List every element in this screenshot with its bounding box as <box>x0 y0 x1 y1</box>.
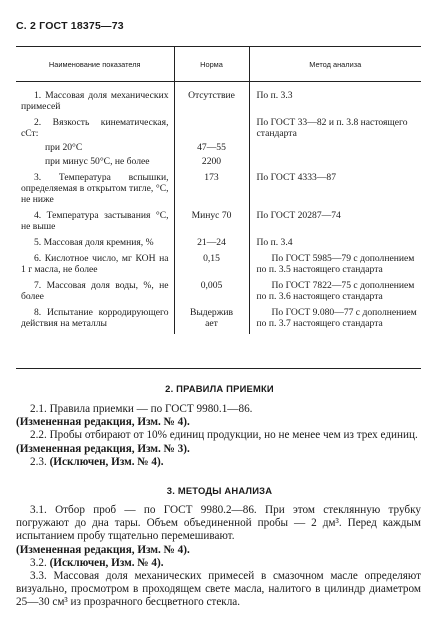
norm-cell: 21—24 <box>174 237 249 253</box>
table-row <box>16 253 421 280</box>
method-cell: По ГОСТ 33—82 и п. 3.8 настоящего стандарта <box>249 117 421 142</box>
table-row <box>16 237 421 253</box>
indicator-cell: при 20°С <box>45 142 83 153</box>
edition-note: (Измененная редакция, Изм. № 3). <box>16 442 190 455</box>
clause-2-1: 2.1. Правила приемки — по ГОСТ 9980.1—86. <box>30 403 253 415</box>
indicator-cell: при минус 50°С, не более <box>45 156 150 167</box>
clause-3-3: 3.3. Массовая доля механических примесей в смазочном масле определяют визуально, просмотром в проходящем свете масла, налитого в цилиндр диаметром 25—30 см³ из прозрачного бесцветного стекла. <box>16 570 421 609</box>
section-methods-body <box>16 504 421 610</box>
indicator-cell: 2. Вязкость кинематическая, сСт: <box>21 117 169 139</box>
norm-cell: Отсутствие <box>174 82 249 118</box>
table-row <box>16 82 421 118</box>
norm-cell: 47—55 <box>174 142 249 156</box>
table-row <box>16 142 421 156</box>
method-cell: По ГОСТ 9.080—77 с дополнением по п. 3.7 настоящего стандарта <box>249 307 421 334</box>
edition-note: (Измененная редакция, Изм. № 4). <box>16 543 190 556</box>
section-title-acceptance: 2. ПРАВИЛА ПРИЕМКИ <box>165 383 274 394</box>
table-row <box>16 172 421 210</box>
method-cell <box>249 142 421 156</box>
column-header-indicator: Наименование показателя <box>16 47 174 82</box>
norm-cell: 0,15 <box>174 253 249 280</box>
norm-cell: 0,005 <box>174 280 249 307</box>
column-header-norm: Норма <box>174 47 249 82</box>
norm-cell <box>174 117 249 142</box>
table-row <box>16 280 421 307</box>
table-bottom-rule <box>16 368 421 369</box>
method-cell: По п. 3.3 <box>249 82 421 118</box>
section-title-methods: 3. МЕТОДЫ АНАЛИЗА <box>166 485 273 496</box>
indicator-cell: 3. Температура вспышки, определяемая в открытом тигле, °С, не ниже <box>21 172 169 205</box>
column-header-method: Метод анализа <box>249 47 421 82</box>
indicator-cell: 5. Массовая доля кремния, % <box>34 237 154 248</box>
indicator-cell: 4. Температура застывания °С, не выше <box>21 210 169 232</box>
edition-note: (Измененная редакция, Изм. № 4). <box>16 416 190 429</box>
norm-cell: 173 <box>174 172 249 210</box>
indicator-cell: 8. Испытание корродирующего действия на металлы <box>21 307 169 329</box>
page-header: С. 2 ГОСТ 18375—73 <box>16 20 124 32</box>
table-row <box>16 307 421 334</box>
clause-2-2: 2.2. Пробы отбирают от 10% единиц продукции, но не менее чем из трех единиц. <box>30 429 418 442</box>
norm-cell: 2200 <box>174 156 249 172</box>
clause-2-3: 2.3. (Исключен, Изм. № 4). <box>30 455 164 468</box>
section-acceptance-body <box>16 403 421 469</box>
method-cell: По ГОСТ 5985—79 с дополнением по п. 3.5 настоящего стандарта <box>249 253 421 280</box>
specs-table <box>16 46 421 334</box>
method-cell: По ГОСТ 20287—74 <box>249 210 421 237</box>
table-row <box>16 117 421 142</box>
indicator-cell: 1. Массовая доля механических примесей <box>21 90 169 112</box>
table-row <box>16 156 421 172</box>
method-cell: По п. 3.4 <box>249 237 421 253</box>
norm-cell: Минус 70 <box>174 210 249 237</box>
norm-cell: Выдерживает <box>174 307 249 334</box>
table-row <box>16 210 421 237</box>
clause-3-2: 3.2. (Исключен, Изм. № 4). <box>30 556 164 569</box>
clause-3-1: 3.1. Отбор проб — по ГОСТ 9980.2—86. При этом стеклянную трубку погружают до дна тары. Объем объединенной пробы — 2 дм³. Перед каждым испытанием пробу тщательно перемешивают. <box>16 504 421 543</box>
indicator-cell: 7. Массовая доля воды, %, не более <box>21 280 169 302</box>
method-cell: По ГОСТ 7822—75 с дополнением по п. 3.6 настоящего стандарта <box>249 280 421 307</box>
method-cell <box>249 156 421 172</box>
indicator-cell: 6. Кислотное число, мг КОН на 1 г масла, не более <box>21 253 169 275</box>
method-cell: По ГОСТ 4333—87 <box>249 172 421 210</box>
